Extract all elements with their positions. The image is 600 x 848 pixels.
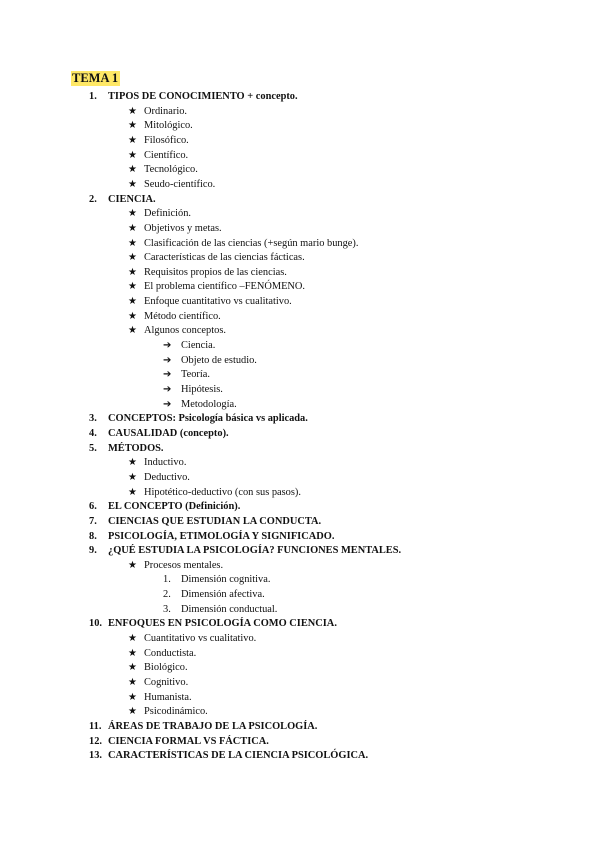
item-number: 2. (89, 193, 97, 205)
star-bullet-icon: ★ (128, 281, 137, 293)
concept-item (0, 339, 600, 354)
subitem (0, 471, 600, 486)
concept-text: Objeto de estudio. (181, 354, 257, 366)
subitem (0, 705, 600, 720)
subitem-text: Psicodinámico. (144, 706, 208, 718)
subitem (0, 647, 600, 662)
item-number: 8. (89, 530, 97, 542)
star-bullet-icon: ★ (128, 706, 137, 718)
outline-item (0, 193, 600, 208)
outline-item (0, 427, 600, 442)
item-number: 7. (89, 515, 97, 527)
concept-text: Metodología. (181, 398, 237, 410)
outline-item (0, 544, 600, 559)
outline-item (0, 500, 600, 515)
star-bullet-icon: ★ (128, 471, 137, 483)
subitem-text: Enfoque cuantitativo vs cualitativo. (144, 296, 292, 308)
subitem-text: Mitológico. (144, 120, 193, 132)
item-label: CIENCIA. (108, 193, 156, 205)
item-label: EL CONCEPTO (Definición). (108, 501, 241, 513)
star-bullet-icon: ★ (128, 559, 137, 571)
star-bullet-icon: ★ (128, 134, 137, 146)
subitem (0, 149, 600, 164)
subitem (0, 163, 600, 178)
subitem (0, 486, 600, 501)
subitem-text: Algunos conceptos. (144, 325, 226, 337)
outline-item (0, 735, 600, 750)
star-bullet-icon: ★ (128, 457, 137, 469)
concept-item (0, 368, 600, 383)
subitem-text: Científico. (144, 149, 189, 161)
outline-item (0, 530, 600, 545)
subitem (0, 456, 600, 471)
subitem (0, 295, 600, 310)
arrow-bullet-icon: ➔ (163, 384, 172, 395)
concept-item (0, 383, 600, 398)
arrow-bullet-icon: ➔ (163, 369, 172, 381)
subitem (0, 222, 600, 237)
subitem-text: Ordinario. (144, 105, 187, 117)
star-bullet-icon: ★ (128, 149, 137, 161)
item-number: 10. (89, 618, 102, 630)
outline-item (0, 90, 600, 105)
subitem-text: Hipotético-deductivo (con sus pasos). (144, 486, 301, 498)
outline-item (0, 720, 600, 735)
dimension-text: Dimensión conductual. (181, 603, 278, 615)
dimension-text: Dimensión cognitiva. (181, 574, 271, 586)
subitem (0, 310, 600, 325)
item-label: ENFOQUES EN PSICOLOGÍA COMO CIENCIA. (108, 618, 337, 630)
subitem (0, 676, 600, 691)
subitem-text: Deductivo. (144, 471, 190, 483)
dimension-item (0, 603, 600, 618)
subitem (0, 207, 600, 222)
subitem (0, 691, 600, 706)
outline-item (0, 749, 600, 764)
star-bullet-icon: ★ (128, 208, 137, 220)
arrow-bullet-icon: ➔ (163, 398, 172, 410)
subitem-text: Características de las ciencias fácticas. (144, 252, 305, 264)
outline-item (0, 442, 600, 457)
item-label: CARACTERÍSTICAS DE LA CIENCIA PSICOLÓGICA. (108, 750, 369, 762)
subitem-text: Cognitivo. (144, 677, 189, 688)
outline-item (0, 412, 600, 427)
concept-text: Teoría. (181, 369, 210, 381)
outline-item (0, 515, 600, 530)
item-label: PSICOLOGÍA, ETIMOLOGÍA Y SIGNIFICADO. (108, 530, 335, 542)
subitem (0, 119, 600, 134)
star-bullet-icon: ★ (128, 325, 137, 337)
star-bullet-icon: ★ (128, 178, 137, 190)
subitem-text: Requisitos propios de las ciencias. (144, 266, 287, 278)
subitem (0, 280, 600, 295)
item-label: CIENCIAS QUE ESTUDIAN LA CONDUCTA. (108, 515, 322, 527)
item-label: CONCEPTOS: Psicología básica vs aplicada. (108, 413, 308, 425)
star-bullet-icon: ★ (128, 296, 137, 308)
star-bullet-icon: ★ (128, 237, 137, 249)
dimension-item (0, 588, 600, 603)
concept-text: Hipótesis. (181, 384, 223, 395)
subitem-text: Definición. (144, 208, 192, 220)
star-bullet-icon: ★ (128, 310, 137, 322)
star-bullet-icon: ★ (128, 266, 137, 278)
star-bullet-icon: ★ (128, 252, 137, 264)
subitem (0, 559, 600, 574)
subitem-text: Tecnológico. (144, 164, 198, 176)
item-number: 6. (89, 501, 97, 513)
item-label: ÁREAS DE TRABAJO DE LA PSICOLOGÍA. (108, 720, 318, 732)
star-bullet-icon: ★ (128, 105, 137, 117)
item-number: 11. (89, 720, 102, 732)
dimension-number: 3. (163, 603, 171, 615)
arrow-bullet-icon: ➔ (163, 340, 172, 352)
dimension-text: Dimensión afectiva. (181, 589, 265, 601)
item-number: 3. (89, 413, 97, 425)
item-label: CAUSALIDAD (concepto). (108, 427, 229, 439)
subitem-text: Conductista. (144, 647, 197, 659)
item-label: MÉTODOS. (108, 442, 164, 454)
subitem-text: El problema científico –FENÓMENO. (144, 281, 306, 293)
subitem (0, 178, 600, 193)
item-number: 13. (89, 750, 102, 762)
concept-item (0, 354, 600, 369)
star-bullet-icon: ★ (128, 677, 137, 688)
dimension-item (0, 573, 600, 588)
subitem-text: Procesos mentales. (144, 559, 224, 571)
outline-item (0, 617, 600, 632)
star-bullet-icon: ★ (128, 486, 137, 498)
page-title: TEMA 1 (72, 71, 119, 85)
item-label: ¿QUÉ ESTUDIA LA PSICOLOGÍA? FUNCIONES MENTALES. (108, 545, 402, 557)
subitem (0, 134, 600, 149)
item-label: CIENCIA FORMAL VS FÁCTICA. (108, 735, 269, 747)
subitem-text: Clasificación de las ciencias (+según mario bunge). (144, 237, 359, 249)
item-number: 4. (89, 427, 97, 439)
subitem (0, 105, 600, 120)
subitem (0, 632, 600, 647)
subitem (0, 237, 600, 252)
subitem (0, 251, 600, 266)
subitem-text: Inductivo. (144, 457, 187, 469)
star-bullet-icon: ★ (128, 662, 137, 674)
item-number: 5. (89, 442, 97, 454)
subitem (0, 661, 600, 676)
concept-text: Ciencia. (181, 340, 216, 352)
dimension-number: 1. (163, 574, 171, 586)
dimension-number: 2. (163, 589, 171, 601)
arrow-bullet-icon: ➔ (163, 354, 172, 366)
star-bullet-icon: ★ (128, 164, 137, 176)
concept-item (0, 398, 600, 413)
star-bullet-icon: ★ (128, 647, 137, 659)
item-number: 1. (89, 91, 97, 102)
subitem-text: Objetivos y metas. (144, 222, 222, 234)
subitem (0, 324, 600, 339)
subitem (0, 266, 600, 281)
subitem-text: Cuantitativo vs cualitativo. (144, 633, 257, 645)
star-bullet-icon: ★ (128, 691, 137, 703)
item-label: TIPOS DE CONOCIMIENTO + concepto. (108, 91, 298, 102)
subitem-text: Filosófico. (144, 134, 189, 146)
star-bullet-icon: ★ (128, 120, 137, 132)
subitem-text: Seudo-científico. (144, 178, 216, 190)
star-bullet-icon: ★ (128, 222, 137, 234)
star-bullet-icon: ★ (128, 633, 137, 645)
item-number: 9. (89, 545, 97, 557)
subitem-text: Método científico. (144, 310, 221, 322)
subitem-text: Humanista. (144, 691, 192, 703)
subitem-text: Biológico. (144, 662, 188, 674)
item-number: 12. (89, 735, 102, 747)
